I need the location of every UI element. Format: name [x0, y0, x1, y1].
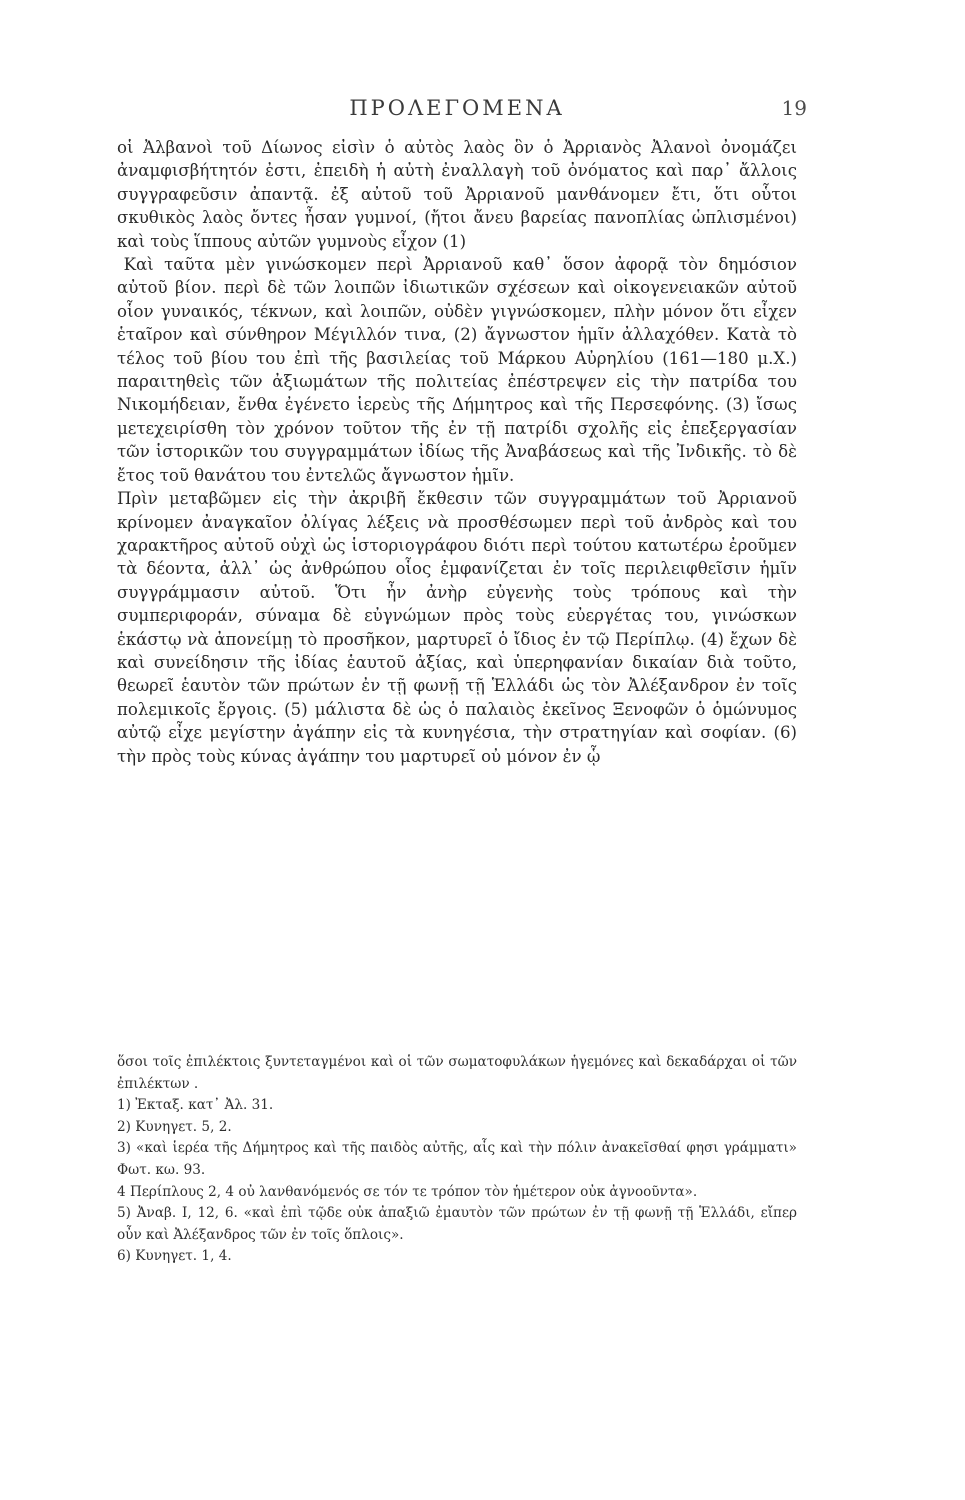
footnote-2: 2) Κυνηγετ. 5, 2.	[117, 1118, 232, 1135]
footnote-5: 5) Ἀναβ. I, 12, 6. «καὶ ἐπὶ τῷδε οὐκ ἀπαξιῶ ἐμαυτὸν τῶν πρώτων ἐν τῇ φωνῇ τῇ Ἑλλάδι, εἴπερ οὖν καὶ Ἀλέξανδρος τῶν ἐν τοῖς ὅπλοις».	[117, 1205, 797, 1243]
main-text	[117, 136, 797, 768]
footnote-continuation: ὅσοι τοῖς ἐπιλέκτοις ξυντεταγμένοι καὶ οἱ τῶν σωματοφυλάκων ἡγεμόνες καὶ δεκαδάρχαι οἱ τῶν ἐπιλέκτων .	[117, 1054, 797, 1092]
footnote-1: 1) Ἐκταξ. κατ᾽ Ἀλ. 31.	[117, 1097, 274, 1114]
footnote-3: 3) «καὶ ἱερέα τῆς Δήμητρος καὶ τῆς παιδὸς αὐτῆς, αἷς καὶ τὴν πόλιν ἀνακεῖσθαί φησι γράμματι» Φωτ. κω. 93.	[117, 1140, 797, 1178]
running-title: ΠΡΟΛΕΓΟΜΕΝΑ	[349, 96, 565, 120]
footnote-4: 4 Περίπλους 2, 4 οὐ λανθανόμενός σε τόν τε τρόπον τὸν ἡμέτερον οὐκ ἀγνοοῦντα».	[117, 1183, 698, 1200]
footnote-6: 6) Κυνηγετ. 1, 4.	[117, 1248, 232, 1265]
footnotes	[117, 1052, 797, 1268]
paragraph-2: Καὶ ταῦτα μὲν γινώσκομεν περὶ Ἀρριανοῦ καθ᾽ ὅσον ἀφορᾷ τὸν δημόσιον αὐτοῦ βίον. περὶ δὲ τῶν λοιπῶν ἰδιωτικῶν σχέσεων καὶ οἰκογενειακῶν αὐτοῦ οἷον γυναικός, τέκνων, καὶ λοιπῶν, οὐδὲν γιγνώσκομεν, πλὴν μόνον ὅτι εἶχεν ἑταῖρον καὶ σύνθηρον Μέγιλλόν τινα, (2) ἄγνωστον ἡμῖν ἀλλαχόθεν. Κατὰ τὸ τέλος τοῦ βίου του ἐπὶ τῆς βασιλείας τοῦ Μάρκου Αὐρηλίου (161—180 μ.Χ.) παραιτηθεὶς τῶν ἀξιωμάτων τῆς πολιτείας ἐπέστρεψεν εἰς τὴν πατρίδα του Νικομήδειαν, ἔνθα ἐγένετο ἱερεὺς τῆς Δήμητρος καὶ τῆς Περσεφόνης. (3) ἴσως μετεχειρίσθη τὸν χρόνον τοῦτον τῆς ἐν τῇ πατρίδι σχολῆς εἰς ἐπεξεργασίαν τῶν ἱστορικῶν του συγγραμμάτων ἰδίως τῆς Ἀναβάσεως καὶ τῆς Ἰνδικῆς. τὸ δὲ ἔτος τοῦ θανάτου του ἐντελῶς ἄγνωστον ἡμῖν.	[117, 255, 797, 485]
paragraph-3: Πρὶν μεταβῶμεν εἰς τὴν ἀκριβῆ ἔκθεσιν τῶν συγγραμμάτων τοῦ Ἀρριανοῦ κρίνομεν ἀναγκαῖον ὀλίγας λέξεις νὰ προσθέσωμεν περὶ τοῦ ἀνδρὸς καὶ του χαρακτῆρος αὐτοῦ οὐχὶ ὡς ἱστοριογράφου διότι περὶ τούτου κατωτέρω ἐροῦμεν τὰ δέοντα, ἀλλ᾽ ὡς ἀνθρώπου οἷος ἐμφανίζεται ἐν τοῖς περιλειφθεῖσιν ἡμῖν συγγράμμασιν αὐτοῦ. Ὅτι ἦν ἀνὴρ εὐγενὴς τοὺς τρόπους καὶ τὴν συμπεριφοράν, σύναμα δὲ εὐγνώμων πρὸς τοὺς εὐεργέτας του, γινώσκων ἑκάστῳ νὰ ἀπονείμῃ τὸ προσῆκον, μαρτυρεῖ ὁ ἴδιος ἐν τῷ Περίπλῳ. (4) ἔχων δὲ καὶ συνείδησιν τῆς ἰδίας ἑαυτοῦ ἀξίας, καὶ ὑπερηφανίαν δικαίαν διὰ τοῦτο, θεωρεῖ ἑαυτὸν τῶν πρώτων ἐν τῇ φωνῇ τῇ Ἑλλάδι ὡς τὸν Ἀλέξανδρον ἐν τοῖς πολεμικοῖς ἔργοις. (5) μάλιστα δὲ ὡς ὁ παλαιὸς ἐκεῖνος Ξενοφῶν ὁ ὁμώνυμος αὐτῷ εἶχε μεγίστην ἀγάπην εἰς τὰ κυνηγέσια, τὴν στρατηγίαν καὶ σοφίαν. (6) τὴν πρὸς τοὺς κύνας ἀγάπην του μαρτυρεῖ οὐ μόνον ἐν ᾧ	[117, 489, 797, 766]
page-number: 19	[781, 96, 807, 120]
paragraph-1: οἱ Ἀλβανοὶ τοῦ Δίωνος εἰσὶν ὁ αὐτὸς λαὸς ὃν ὁ Ἀρριανὸς Ἀλανοὶ ὀνομάζει ἀναμφισβήτητόν ἐστι, ἐπειδὴ ἡ αὐτὴ ἐναλλαγὴ τοῦ ὀνόματος καὶ παρ᾽ ἄλλοις συγγραφεῦσιν ἀπαντᾷ. ἐξ αὐτοῦ τοῦ Ἀρριανοῦ μανθάνομεν ἔτι, ὅτι οὗτοι σκυθικὸς λαὸς ὄντες ἦσαν γυμνοί, (ἤτοι ἄνευ βαρείας πανοπλίας ὡπλισμένοι) καὶ τοὺς ἵππους αὐτῶν γυμνοὺς εἶχον (1)	[117, 138, 797, 251]
running-head	[117, 96, 807, 126]
